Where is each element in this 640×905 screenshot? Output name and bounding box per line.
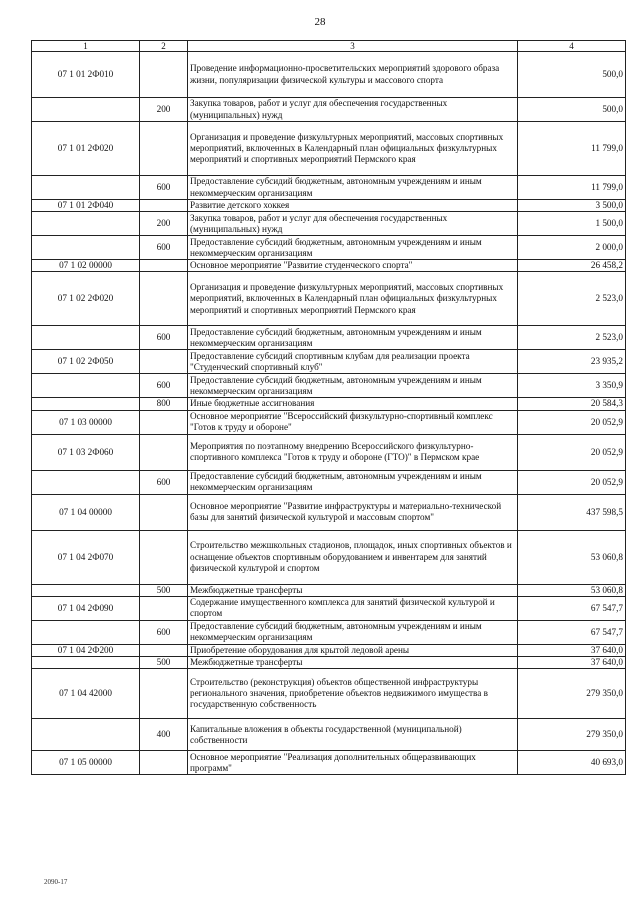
table-row — [32, 751, 626, 775]
amount-cell: 279 350,0 — [518, 669, 626, 719]
budget-code-cell: 07 1 01 2Ф020 — [32, 122, 140, 176]
amount-cell: 26 458,2 — [518, 260, 626, 272]
description-cell: Основное мероприятие "Развитие студенческого спорта" — [188, 260, 518, 272]
description-cell: Предоставление субсидий бюджетным, автономным учреждениям и иным некоммерческим организациям — [188, 176, 518, 200]
description-cell: Закупка товаров, работ и услуг для обеспечения государственных (муниципальных) нужд — [188, 212, 518, 236]
description-cell: Основное мероприятие "Всероссийский физкультурно-спортивный комплекс "Готов к труду и обороне" — [188, 410, 518, 434]
budget-code-cell — [32, 620, 140, 644]
budget-code-cell: 07 1 02 2Ф020 — [32, 272, 140, 326]
budget-code-cell — [32, 657, 140, 669]
budget-code-cell — [32, 326, 140, 350]
description-cell: Предоставление субсидий бюджетным, автономным учреждениям и иным некоммерческим организациям — [188, 236, 518, 260]
expense-type-cell — [140, 530, 188, 584]
table-row — [32, 212, 626, 236]
expense-type-cell: 200 — [140, 212, 188, 236]
description-cell: Основное мероприятие "Развитие инфраструктуры и материально-технической базы для занятий физической культурой и массовым спортом" — [188, 494, 518, 530]
expense-type-cell: 400 — [140, 719, 188, 751]
table-row — [32, 52, 626, 98]
table-row — [32, 398, 626, 410]
expense-type-cell: 200 — [140, 98, 188, 122]
table-row — [32, 494, 626, 530]
amount-cell: 2 000,0 — [518, 236, 626, 260]
amount-cell: 67 547,7 — [518, 596, 626, 620]
amount-cell: 20 052,9 — [518, 434, 626, 470]
footer-document-code: 2090-17 — [44, 878, 68, 886]
page-number: 28 — [314, 16, 326, 28]
budget-code-cell — [32, 236, 140, 260]
budget-table-body — [32, 41, 626, 775]
table-row — [32, 719, 626, 751]
amount-cell: 1 500,0 — [518, 212, 626, 236]
expense-type-cell — [140, 52, 188, 98]
amount-cell: 37 640,0 — [518, 657, 626, 669]
description-cell: Межбюджетные трансферты — [188, 584, 518, 596]
expense-type-cell — [140, 434, 188, 470]
amount-cell: 11 799,0 — [518, 176, 626, 200]
expense-type-cell — [140, 350, 188, 374]
amount-cell: 11 799,0 — [518, 122, 626, 176]
amount-cell: 20 584,3 — [518, 398, 626, 410]
table-row — [32, 530, 626, 584]
description-cell: Развитие детского хоккея — [188, 200, 518, 212]
table-row — [32, 350, 626, 374]
expense-type-cell — [140, 410, 188, 434]
expense-type-cell: 600 — [140, 326, 188, 350]
description-cell: Иные бюджетные ассигнования — [188, 398, 518, 410]
table-row — [32, 236, 626, 260]
expense-type-cell: 600 — [140, 470, 188, 494]
expense-type-cell — [140, 644, 188, 656]
budget-code-cell — [32, 719, 140, 751]
description-cell: Строительство межшкольных стадионов, площадок, иных спортивных объектов и оснащение объектов спортивным оборудованием и инвентарем для занятий физической культурой и спортом — [188, 530, 518, 584]
amount-cell: 67 547,7 — [518, 620, 626, 644]
column-number-4: 4 — [518, 41, 626, 52]
table-row — [32, 644, 626, 656]
table-row — [32, 596, 626, 620]
table-row — [32, 374, 626, 398]
expense-type-cell: 600 — [140, 374, 188, 398]
expense-type-cell — [140, 596, 188, 620]
expense-type-cell: 800 — [140, 398, 188, 410]
budget-code-cell: 07 1 04 00000 — [32, 494, 140, 530]
amount-cell: 40 693,0 — [518, 751, 626, 775]
table-row — [32, 122, 626, 176]
budget-code-cell — [32, 470, 140, 494]
expense-type-cell — [140, 272, 188, 326]
description-cell: Предоставление субсидий бюджетным, автономным учреждениям и иным некоммерческим организациям — [188, 470, 518, 494]
budget-code-cell: 07 1 04 2Ф070 — [32, 530, 140, 584]
budget-code-cell — [32, 398, 140, 410]
budget-code-cell: 07 1 04 42000 — [32, 669, 140, 719]
description-cell: Организация и проведение физкультурных мероприятий, массовых спортивных мероприятий, включенных в Календарный план официальных физкультурных мероприятий и спортивных мероприятий Пермского края — [188, 272, 518, 326]
amount-cell: 2 523,0 — [518, 326, 626, 350]
description-cell: Основное мероприятие "Реализация дополнительных общеразвивающих программ" — [188, 751, 518, 775]
table-row — [32, 176, 626, 200]
amount-cell: 37 640,0 — [518, 644, 626, 656]
description-cell: Организация и проведение физкультурных мероприятий, массовых спортивных мероприятий, включенных в Календарный план официальных физкультурных мероприятий и спортивных мероприятий Пермского края — [188, 122, 518, 176]
budget-code-cell — [32, 98, 140, 122]
expense-type-cell — [140, 751, 188, 775]
budget-table — [31, 40, 626, 775]
amount-cell: 23 935,2 — [518, 350, 626, 374]
budget-code-cell — [32, 176, 140, 200]
expense-type-cell: 600 — [140, 620, 188, 644]
budget-code-cell: 07 1 01 2Ф040 — [32, 200, 140, 212]
table-row — [32, 434, 626, 470]
budget-code-cell: 07 1 03 00000 — [32, 410, 140, 434]
budget-code-cell — [32, 212, 140, 236]
description-cell: Закупка товаров, работ и услуг для обеспечения государственных (муниципальных) нужд — [188, 98, 518, 122]
description-cell: Межбюджетные трансферты — [188, 657, 518, 669]
expense-type-cell — [140, 122, 188, 176]
description-cell: Приобретение оборудования для крытой ледовой арены — [188, 644, 518, 656]
expense-type-cell: 600 — [140, 236, 188, 260]
column-number-row — [32, 41, 626, 52]
description-cell: Проведение информационно-просветительских мероприятий здорового образа жизни, популяризации физической культуры и массового спорта — [188, 52, 518, 98]
table-row — [32, 260, 626, 272]
budget-code-cell: 07 1 04 2Ф090 — [32, 596, 140, 620]
amount-cell: 3 500,0 — [518, 200, 626, 212]
amount-cell: 2 523,0 — [518, 272, 626, 326]
budget-code-cell: 07 1 01 2Ф010 — [32, 52, 140, 98]
column-number-3: 3 — [188, 41, 518, 52]
budget-code-cell: 07 1 02 00000 — [32, 260, 140, 272]
amount-cell: 500,0 — [518, 98, 626, 122]
table-row — [32, 410, 626, 434]
description-cell: Строительство (реконструкция) объектов общественной инфраструктуры регионального значения, приобретение объектов недвижимого имущества в государственную собственность — [188, 669, 518, 719]
table-row — [32, 98, 626, 122]
table-row — [32, 584, 626, 596]
description-cell: Предоставление субсидий бюджетным, автономным учреждениям и иным некоммерческим организациям — [188, 620, 518, 644]
amount-cell: 3 350,9 — [518, 374, 626, 398]
description-cell: Предоставление субсидий бюджетным, автономным учреждениям и иным некоммерческим организациям — [188, 374, 518, 398]
description-cell: Предоставление субсидий спортивным клубам для реализации проекта "Студенческий спортивный клуб" — [188, 350, 518, 374]
expense-type-cell — [140, 494, 188, 530]
expense-type-cell: 500 — [140, 657, 188, 669]
amount-cell: 279 350,0 — [518, 719, 626, 751]
table-row — [32, 657, 626, 669]
budget-code-cell: 07 1 05 00000 — [32, 751, 140, 775]
expense-type-cell — [140, 260, 188, 272]
budget-code-cell — [32, 374, 140, 398]
table-row — [32, 200, 626, 212]
amount-cell: 53 060,8 — [518, 530, 626, 584]
description-cell: Капитальные вложения в объекты государственной (муниципальной) собственности — [188, 719, 518, 751]
expense-type-cell — [140, 200, 188, 212]
amount-cell: 20 052,9 — [518, 470, 626, 494]
budget-code-cell: 07 1 04 2Ф200 — [32, 644, 140, 656]
budget-code-cell: 07 1 03 2Ф060 — [32, 434, 140, 470]
table-row — [32, 326, 626, 350]
amount-cell: 20 052,9 — [518, 410, 626, 434]
budget-code-cell — [32, 584, 140, 596]
expense-type-cell: 600 — [140, 176, 188, 200]
budget-code-cell: 07 1 02 2Ф050 — [32, 350, 140, 374]
table-row — [32, 470, 626, 494]
column-number-2: 2 — [140, 41, 188, 52]
table-row — [32, 620, 626, 644]
amount-cell: 500,0 — [518, 52, 626, 98]
amount-cell: 53 060,8 — [518, 584, 626, 596]
column-number-1: 1 — [32, 41, 140, 52]
table-row — [32, 669, 626, 719]
table-row — [32, 272, 626, 326]
expense-type-cell — [140, 669, 188, 719]
description-cell: Предоставление субсидий бюджетным, автономным учреждениям и иным некоммерческим организациям — [188, 326, 518, 350]
amount-cell: 437 598,5 — [518, 494, 626, 530]
expense-type-cell: 500 — [140, 584, 188, 596]
description-cell: Содержание имущественного комплекса для занятий физической культурой и спортом — [188, 596, 518, 620]
description-cell: Мероприятия по поэтапному внедрению Всероссийского физкультурно-спортивного комплекса "Готов к труду и обороне (ГТО)" в Пермском крае — [188, 434, 518, 470]
